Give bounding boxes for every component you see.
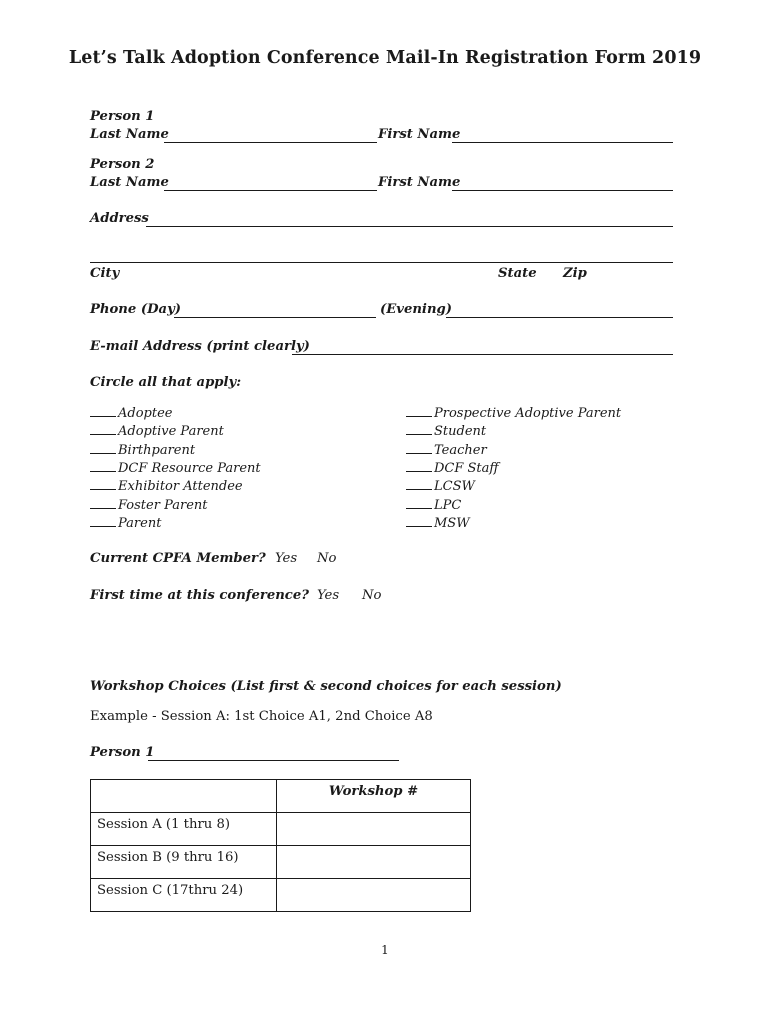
checkmark-blank[interactable]	[90, 423, 116, 435]
option-label: DCF Resource Parent	[118, 460, 261, 476]
option-label: Foster Parent	[118, 497, 208, 513]
option-label: LCSW	[434, 479, 475, 495]
option-label: Teacher	[434, 442, 487, 458]
role-left-option[interactable]	[90, 442, 195, 458]
role-left-option[interactable]	[90, 423, 224, 439]
workshop-heading: Workshop Choices (List first & second choices for each session)	[90, 679, 562, 694]
person2-first-name-label: First Name	[378, 175, 461, 190]
workshop-input-cell[interactable]	[277, 879, 471, 912]
session-label: Session C (17thru 24)	[91, 879, 277, 912]
role-left-option[interactable]	[90, 405, 172, 421]
person1-first-name-label: First Name	[378, 127, 461, 142]
cpfa-no-option[interactable]: No	[317, 551, 337, 566]
address-field-line2[interactable]	[90, 262, 673, 263]
option-label: MSW	[434, 515, 470, 531]
option-label: Prospective Adoptive Parent	[434, 406, 622, 421]
role-left-option[interactable]	[90, 497, 208, 513]
role-right-option[interactable]	[406, 460, 499, 476]
checkmark-blank[interactable]	[406, 478, 432, 490]
workshop-table	[90, 779, 471, 912]
person2-heading: Person 2	[90, 157, 155, 172]
option-label: Birthparent	[118, 442, 196, 458]
phone-day-label: Phone (Day)	[90, 302, 181, 317]
role-left-option[interactable]	[90, 478, 243, 494]
workshop-person-field[interactable]	[148, 760, 399, 761]
table-header-row	[91, 780, 471, 813]
address-field-line1[interactable]	[146, 226, 673, 227]
state-label: State	[498, 266, 537, 281]
option-label: DCF Staff	[434, 460, 499, 476]
phone-evening-field[interactable]	[446, 317, 673, 318]
option-label: Exhibitor Attendee	[118, 479, 243, 495]
role-right-option[interactable]	[406, 405, 621, 421]
workshop-input-cell[interactable]	[277, 813, 471, 846]
page-title: Let’s Talk Adoption Conference Mail-In Registration Form 2019	[68, 48, 702, 68]
role-right-option[interactable]	[406, 478, 475, 494]
checkmark-blank[interactable]	[90, 515, 116, 527]
email-label: E-mail Address (print clearly)	[90, 339, 310, 354]
person1-heading: Person 1	[90, 109, 155, 124]
checkmark-blank[interactable]	[90, 460, 116, 472]
option-label: Adoptive Parent	[118, 424, 224, 440]
first-time-question: First time at this conference?	[90, 588, 309, 603]
person2-last-name-field[interactable]	[164, 190, 377, 191]
option-label: LPC	[434, 497, 462, 513]
checkmark-blank[interactable]	[90, 405, 116, 417]
table-row	[91, 879, 471, 912]
first-time-no-option[interactable]: No	[362, 588, 382, 603]
person1-last-name-field[interactable]	[164, 142, 377, 143]
table-row	[91, 813, 471, 846]
role-right-option[interactable]	[406, 497, 461, 513]
checkmark-blank[interactable]	[406, 423, 432, 435]
phone-evening-label: (Evening)	[380, 302, 452, 317]
session-label: Session A (1 thru 8)	[91, 813, 277, 846]
circle-heading: Circle all that apply:	[90, 375, 242, 390]
address-label: Address	[90, 211, 149, 226]
person2-first-name-field[interactable]	[452, 190, 673, 191]
table-row	[91, 846, 471, 879]
first-time-yes-option[interactable]: Yes	[317, 588, 340, 603]
checkmark-blank[interactable]	[406, 497, 432, 509]
table-header-empty-cell	[91, 780, 277, 813]
cpfa-yes-option[interactable]: Yes	[275, 551, 298, 566]
role-right-option[interactable]	[406, 442, 487, 458]
person1-first-name-field[interactable]	[452, 142, 673, 143]
checkmark-blank[interactable]	[406, 442, 432, 454]
option-label: Student	[434, 424, 487, 440]
option-label: Adoptee	[118, 406, 173, 421]
checkmark-blank[interactable]	[90, 497, 116, 509]
table-header-workshop: Workshop #	[277, 780, 471, 813]
role-right-option[interactable]	[406, 423, 486, 439]
role-right-option[interactable]	[406, 515, 470, 531]
checkmark-blank[interactable]	[406, 460, 432, 472]
workshop-person-label: Person 1	[90, 745, 155, 760]
person1-last-name-label: Last Name	[90, 127, 169, 142]
workshop-input-cell[interactable]	[277, 846, 471, 879]
email-field[interactable]	[292, 354, 673, 355]
checkmark-blank[interactable]	[90, 478, 116, 490]
role-left-option[interactable]	[90, 460, 261, 476]
cpfa-question: Current CPFA Member?	[90, 551, 266, 566]
person2-last-name-label: Last Name	[90, 175, 169, 190]
page-number: 1	[381, 943, 389, 957]
city-label: City	[90, 266, 120, 281]
zip-label: Zip	[563, 266, 587, 281]
role-left-option[interactable]	[90, 515, 161, 531]
checkmark-blank[interactable]	[406, 515, 432, 527]
checkmark-blank[interactable]	[90, 442, 116, 454]
workshop-example: Example - Session A: 1st Choice A1, 2nd Choice A8	[90, 709, 433, 724]
checkmark-blank[interactable]	[406, 405, 432, 417]
phone-day-field[interactable]	[174, 317, 376, 318]
option-label: Parent	[118, 515, 162, 531]
session-label: Session B (9 thru 16)	[91, 846, 277, 879]
